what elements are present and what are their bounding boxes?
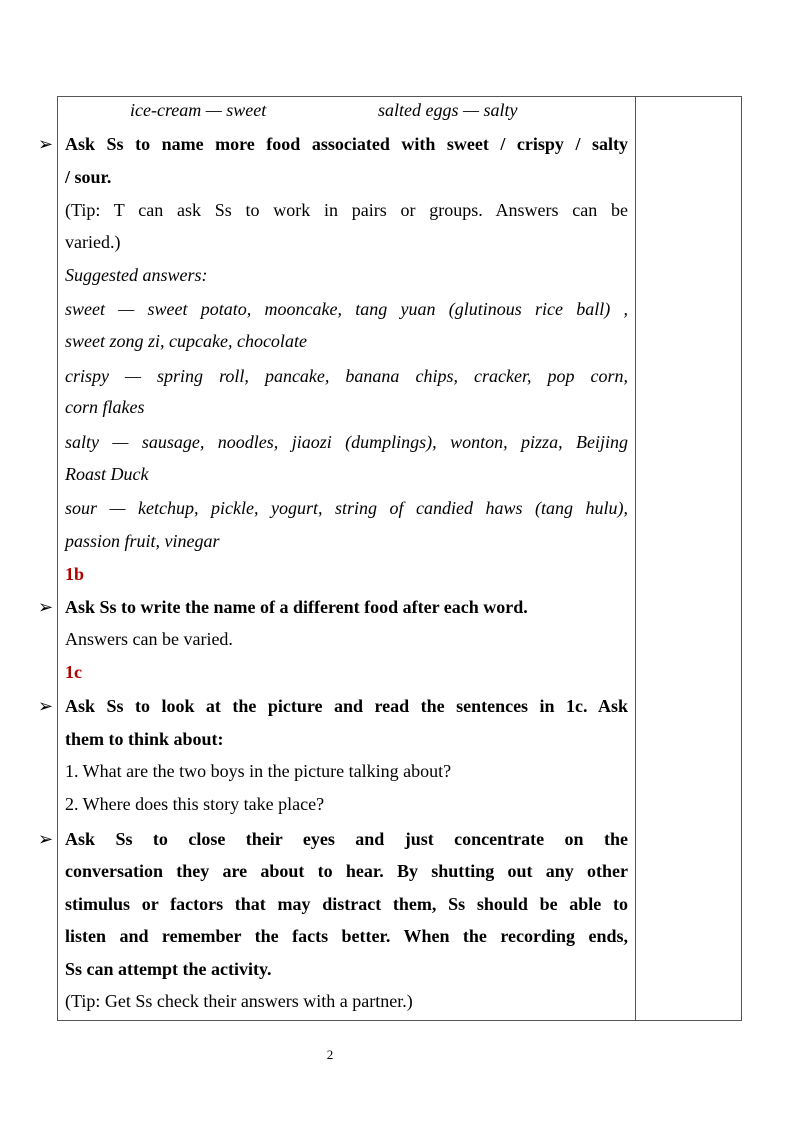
answer-salty-line2: Roast Duck <box>65 464 149 484</box>
answer-salty-line1: salty — sausage, noodles, jiaozi (dumplings), wonton, pizza, Beijing <box>65 432 628 452</box>
instruction-close-eyes-line5: Ss can attempt the activity. <box>65 959 272 979</box>
section-1b-heading: 1b <box>65 564 85 584</box>
instruction-close-eyes-line3: stimulus or factors that may distract them, Ss should be able to <box>65 894 628 914</box>
answer-sweet-line2: sweet zong zi, cupcake, chocolate <box>65 331 307 351</box>
instruction-close-eyes-line4: listen and remember the facts better. When the recording ends, <box>65 926 628 946</box>
example-sweet: ice-cream — sweet <box>130 100 267 120</box>
instruction-close-eyes-line2: conversation they are about to hear. By shutting out any other <box>65 861 628 881</box>
instruction-name-food-line2: / sour. <box>65 167 112 187</box>
tip-check-partner: (Tip: Get Ss check their answers with a partner.) <box>65 991 413 1011</box>
instruction-look-picture-line2: them to think about: <box>65 729 224 749</box>
section-1c-heading: 1c <box>65 662 82 682</box>
question-1: 1. What are the two boys in the picture talking about? <box>65 761 452 781</box>
answer-crispy-line2: corn flakes <box>65 397 145 417</box>
bullet-icon: ➢ <box>38 597 54 617</box>
bullet-icon: ➢ <box>38 696 54 716</box>
answer-sour-line1: sour — ketchup, pickle, yogurt, string of candied haws (tang hulu), <box>65 498 628 518</box>
instruction-look-picture-line1: Ask Ss to look at the picture and read the sentences in 1c. Ask <box>65 696 628 716</box>
instruction-name-food-line1: Ask Ss to name more food associated with sweet / crispy / salty <box>65 134 628 154</box>
tip-pairs-line2: varied.) <box>65 232 121 252</box>
tip-pairs-line1: (Tip: T can ask Ss to work in pairs or groups. Answers can be <box>65 200 628 220</box>
page-number: 2 <box>326 1047 334 1062</box>
instruction-write-food: Ask Ss to write the name of a different food after each word. <box>65 597 528 617</box>
answer-sweet-line1: sweet — sweet potato, mooncake, tang yuan (glutinous rice ball) , <box>65 299 628 319</box>
question-2: 2. Where does this story take place? <box>65 794 325 814</box>
bullet-icon: ➢ <box>38 134 54 154</box>
example-salty: salted eggs — salty <box>378 100 518 120</box>
instruction-close-eyes-line1: Ask Ss to close their eyes and just concentrate on the <box>65 829 628 849</box>
table-column-divider <box>635 96 636 1021</box>
answer-crispy-line1: crispy — spring roll, pancake, banana chips, cracker, pop corn, <box>65 366 628 386</box>
suggested-answers-label: Suggested answers: <box>65 265 208 285</box>
bullet-icon: ➢ <box>38 829 54 849</box>
answers-varied-note: Answers can be varied. <box>65 629 233 649</box>
answer-sour-line2: passion fruit, vinegar <box>65 531 220 551</box>
lesson-table <box>57 96 742 1021</box>
